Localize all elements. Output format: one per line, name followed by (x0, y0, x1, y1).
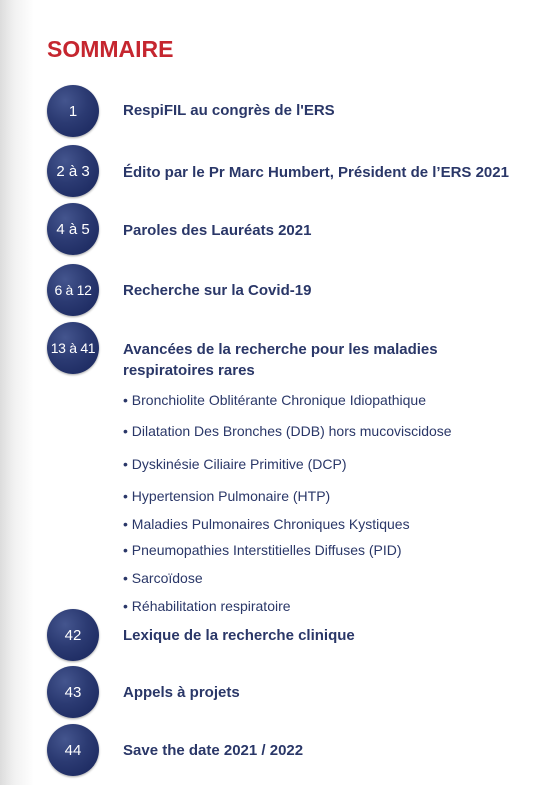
subtopic-item: • Maladies Pulmonaires Chroniques Kystiques (123, 516, 410, 532)
page-number-badge: 13 à 41 (47, 322, 99, 374)
page-number-badge: 6 à 12 (47, 264, 99, 316)
page-number-badge: 1 (47, 85, 99, 137)
toc-entry-link[interactable]: RespiFIL au congrès de l'ERS (123, 102, 335, 119)
subtopic-item: • Dyskinésie Ciliaire Primitive (DCP) (123, 456, 347, 472)
toc-entry-link[interactable]: Recherche sur la Covid-19 (123, 282, 312, 299)
toc-entry-label-line: respiratoires rares (123, 362, 255, 379)
toc-entry-link[interactable] (123, 339, 438, 381)
subtopic-item: • Réhabilitation respiratoire (123, 598, 291, 614)
subtopic-item: • Hypertension Pulmonaire (HTP) (123, 488, 331, 504)
page-number-badge: 43 (47, 666, 99, 718)
subtopic-item: • Bronchiolite Oblitérante Chronique Idiopathique (123, 392, 426, 408)
toc-entry-link[interactable]: Édito par le Pr Marc Humbert, Président de l’ERS 2021 (123, 164, 509, 181)
subtopic-item: • Dilatation Des Bronches (DDB) hors mucoviscidose (123, 423, 452, 439)
page-number-badge: 42 (47, 609, 99, 661)
page-number-badge: 2 à 3 (47, 145, 99, 197)
toc-entry-label-line: Avancées de la recherche pour les maladies (123, 341, 438, 358)
page-number-badge: 44 (47, 724, 99, 776)
toc-entry-link[interactable]: Paroles des Lauréats 2021 (123, 222, 312, 239)
subtopic-item: • Pneumopathies Interstitielles Diffuses (PID) (123, 542, 402, 558)
page-number-badge: 4 à 5 (47, 203, 99, 255)
page-title: SOMMAIRE (47, 36, 174, 62)
toc-entry-link[interactable]: Appels à projets (123, 684, 240, 701)
subtopic-item: • Sarcoïdose (123, 570, 203, 586)
toc-entry-link[interactable]: Lexique de la recherche clinique (123, 627, 355, 644)
toc-entry-link[interactable]: Save the date 2021 / 2022 (123, 742, 304, 759)
